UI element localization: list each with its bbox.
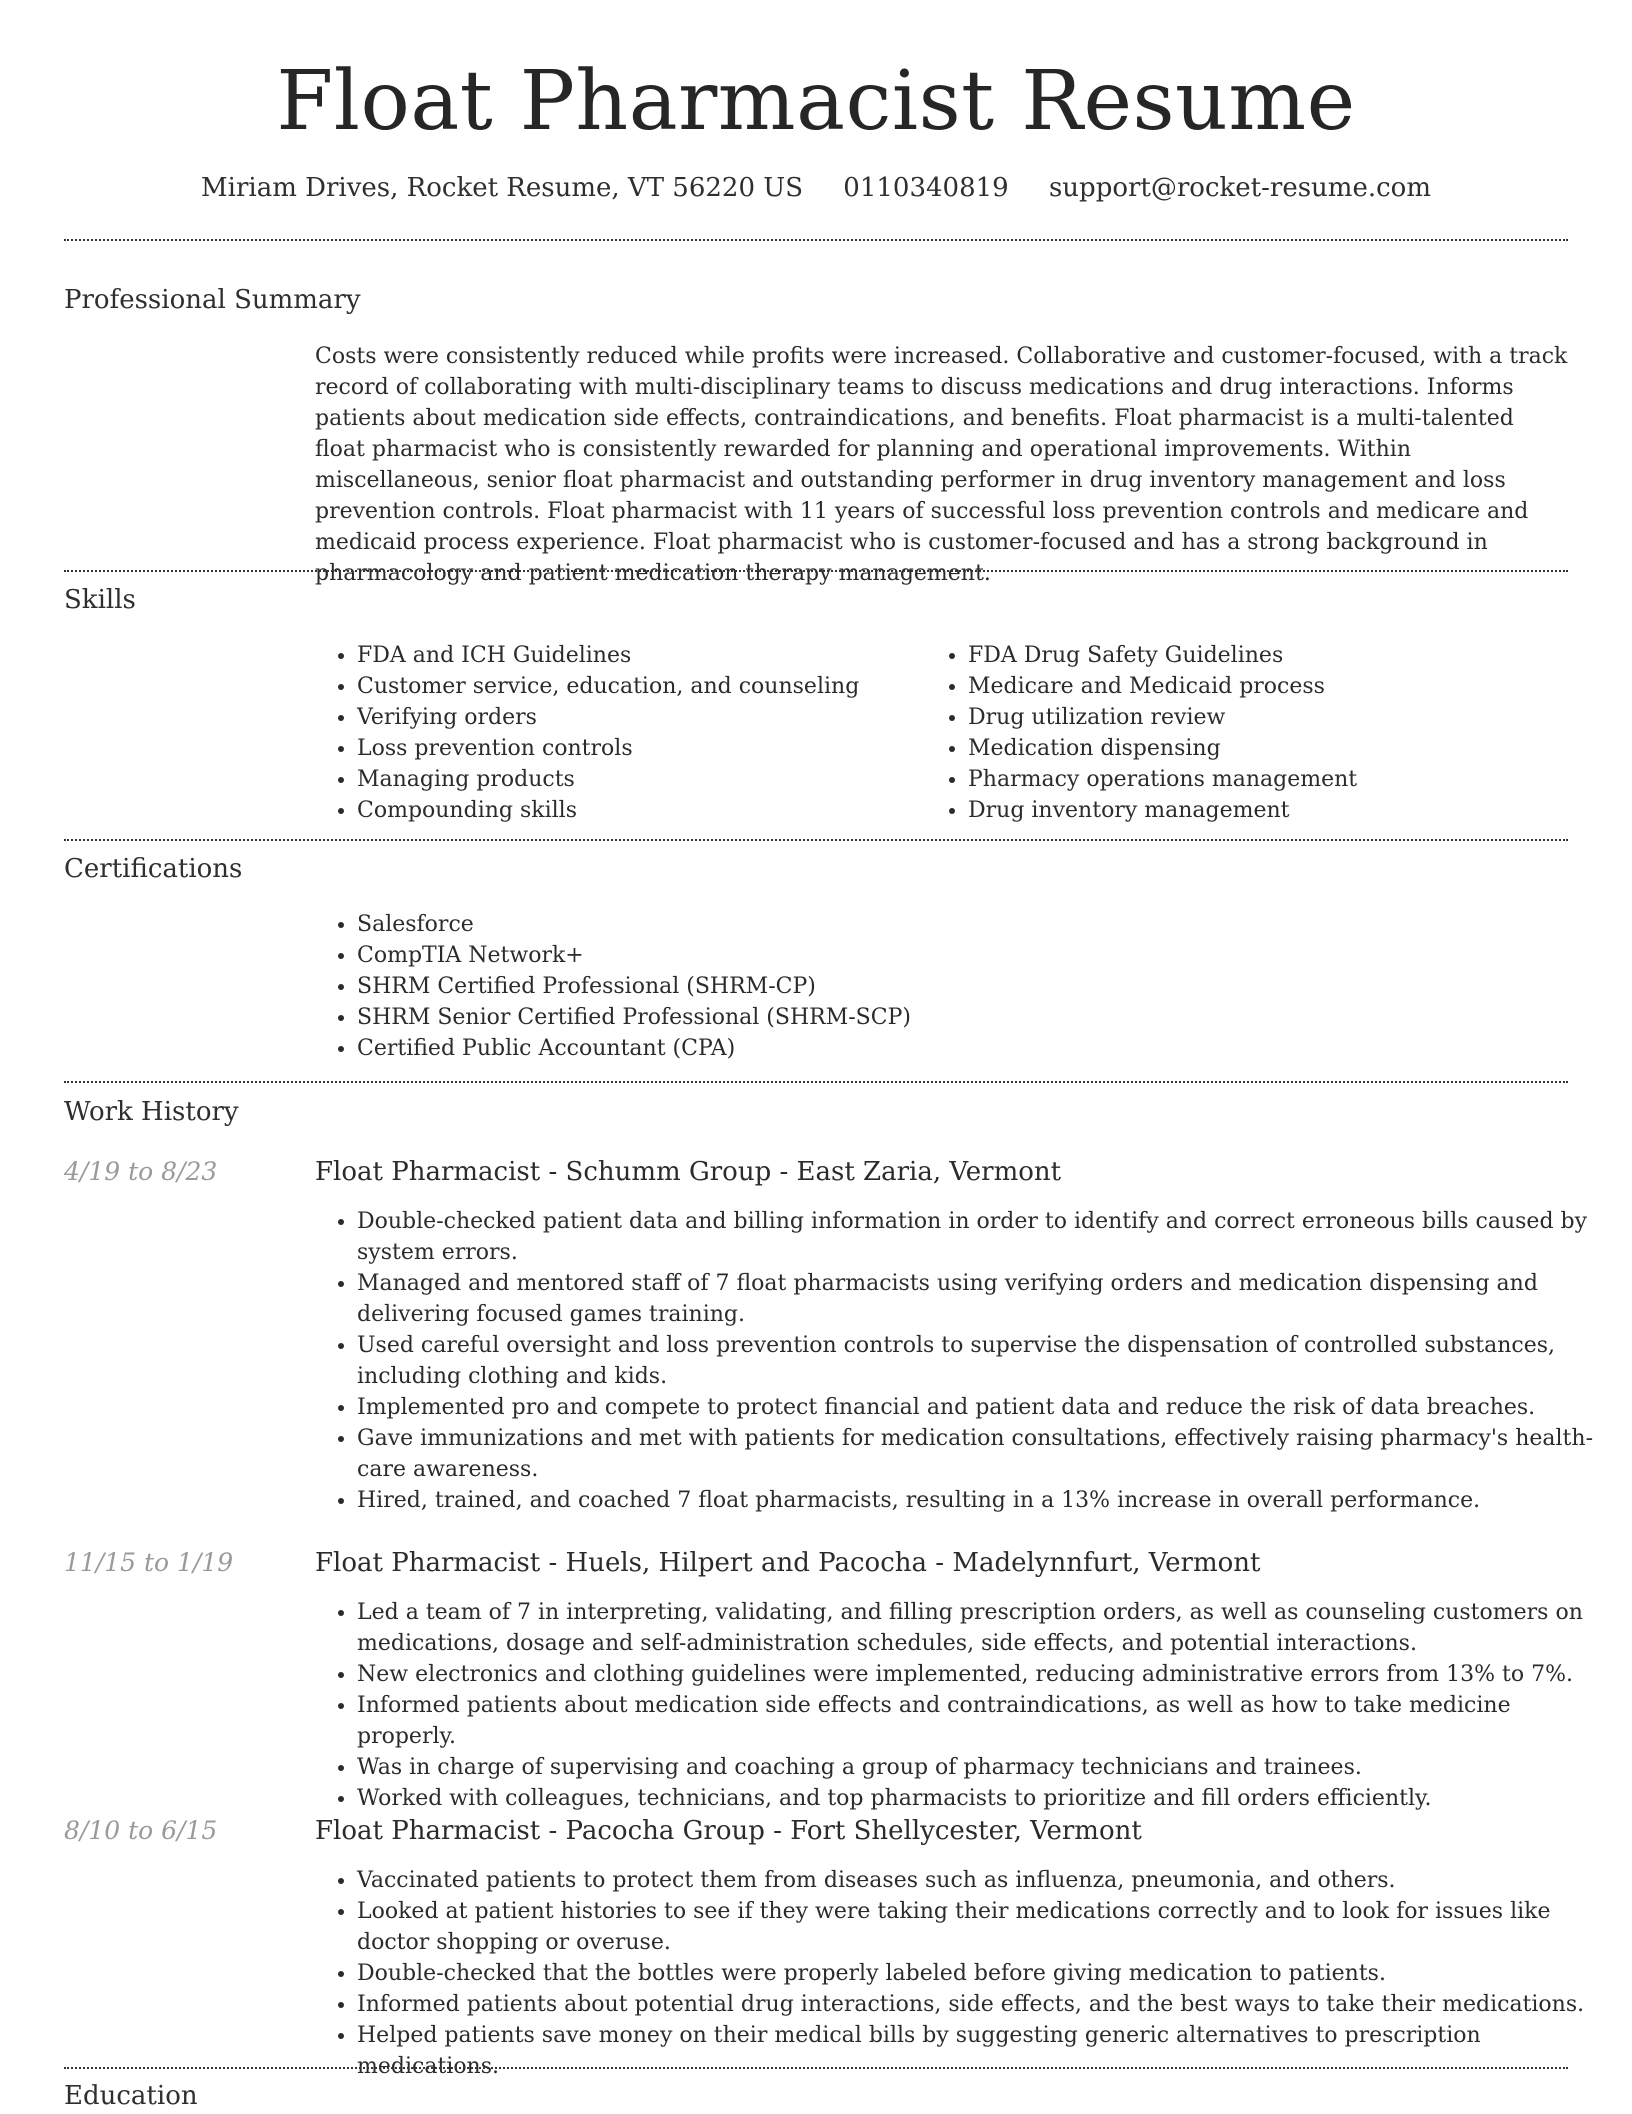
certifications-heading: Certifications (64, 854, 243, 884)
job-bullet: • Worked with colleagues, technicians, and top pharmacists to prioritize and fill orders efficiently. (357, 1783, 1612, 1814)
certification-item: • Certified Public Accountant (CPA) (357, 1033, 1557, 1064)
job-bullets (313, 1865, 1612, 2082)
job-bullets (313, 1206, 1612, 1516)
section-divider (64, 839, 1568, 841)
job-title: Float Pharmacist - Huels, Hilpert and Pacocha - Madelynnfurt, Vermont (315, 1548, 1261, 1578)
job-dates: 4/19 to 8/23 (64, 1157, 218, 1186)
job-bullet: • Hired, trained, and coached 7 float pharmacists, resulting in a 13% increase in overall performance. (357, 1485, 1612, 1516)
skills-list-right (924, 640, 1568, 826)
skill-item: • FDA and ICH Guidelines (357, 640, 917, 671)
certification-item: • CompTIA Network+ (357, 940, 1557, 971)
skill-item: • Drug inventory management (968, 795, 1568, 826)
education-heading: Education (64, 2081, 198, 2111)
contact-address: Miriam Drives, Rocket Resume, VT 56220 US (201, 173, 804, 203)
job-bullet: • Gave immunizations and met with patients for medication consultations, effectively raising pharmacy's health-care awareness. (357, 1423, 1612, 1485)
job-bullet: • Was in charge of supervising and coaching a group of pharmacy technicians and trainees. (357, 1752, 1612, 1783)
skill-item: • Loss prevention controls (357, 733, 917, 764)
certification-item: • Salesforce (357, 909, 1557, 940)
page-title: Float Pharmacist Resume (276, 54, 1356, 149)
job-bullet: • Managed and mentored staff of 7 float pharmacists using verifying orders and medication dispensing and delivering focused games training. (357, 1268, 1612, 1330)
job-bullet: • Led a team of 7 in interpreting, validating, and filling prescription orders, as well as counseling customers on medications, dosage and self-administration schedules, side effects, and potential interactions. (357, 1597, 1612, 1659)
section-divider (64, 570, 1568, 572)
skill-item: • Pharmacy operations management (968, 764, 1568, 795)
job-bullet: • Helped patients save money on their medical bills by suggesting generic alternatives to prescription medications. (357, 2020, 1612, 2082)
job-bullet: • Vaccinated patients to protect them from diseases such as influenza, pneumonia, and others. (357, 1865, 1612, 1896)
section-divider (64, 2067, 1568, 2069)
certification-item: • SHRM Senior Certified Professional (SHRM-SCP) (357, 1002, 1557, 1033)
job-bullet: • Looked at patient histories to see if they were taking their medications correctly and to look for issues like doctor shopping or overuse. (357, 1896, 1612, 1958)
summary-text: Costs were consistently reduced while profits were increased. Collaborative and customer-focused, with a track record of collaborating with multi-disciplinary teams to discuss medications and drug interactions. Informs patients about medication side effects, contraindications, and benefits. Float pharmacist is a multi-talented float pharmacist who is consistently rewarded for planning and operational improvements. Within miscellaneous, senior float pharmacist and outstanding performer in drug inventory management and loss prevention controls. Float pharmacist with 11 years of successful loss prevention controls and medicare and medicaid process experience. Float pharmacist who is customer-focused and has a strong background in pharmacology and patient medication therapy management. (315, 344, 1568, 586)
skill-item: • Medication dispensing (968, 733, 1568, 764)
certification-item: • SHRM Certified Professional (SHRM-CP) (357, 971, 1557, 1002)
contact-line (0, 168, 1632, 208)
skill-item: • Drug utilization review (968, 702, 1568, 733)
job-title: Float Pharmacist - Schumm Group - East Zaria, Vermont (315, 1157, 1062, 1187)
certifications-list (313, 909, 1557, 1064)
contact-email: support@rocket-resume.com (1048, 173, 1431, 203)
job-bullet: • Informed patients about potential drug interactions, side effects, and the best ways to take their medications. (357, 1989, 1612, 2020)
job-bullet: • Implemented pro and compete to protect financial and patient data and reduce the risk of data breaches. (357, 1392, 1612, 1423)
skill-item: • Customer service, education, and counseling (357, 671, 917, 702)
section-divider (64, 239, 1568, 241)
job-bullet: • Double-checked patient data and billing information in order to identify and correct erroneous bills caused by system errors. (357, 1206, 1612, 1268)
job-dates: 8/10 to 6/15 (64, 1816, 218, 1845)
contact-phone: 0110340819 (843, 173, 1009, 203)
skill-item: • Managing products (357, 764, 917, 795)
job-bullet: • Double-checked that the bottles were properly labeled before giving medication to patients. (357, 1958, 1612, 1989)
work-history-heading: Work History (64, 1097, 239, 1127)
job-title: Float Pharmacist - Pacocha Group - Fort Shellycester, Vermont (315, 1816, 1142, 1846)
skill-item: • Compounding skills (357, 795, 917, 826)
job-bullets (313, 1597, 1612, 1814)
skill-item: • Verifying orders (357, 702, 917, 733)
job-bullet: • Informed patients about medication side effects and contraindications, as well as how to take medicine properly. (357, 1690, 1612, 1752)
job-bullet: • Used careful oversight and loss prevention controls to supervise the dispensation of controlled substances, including clothing and kids. (357, 1330, 1612, 1392)
job-dates: 11/15 to 1/19 (64, 1548, 234, 1577)
skills-heading: Skills (64, 585, 136, 615)
skill-item: • Medicare and Medicaid process (968, 671, 1568, 702)
skills-list-left (313, 640, 917, 826)
section-divider (64, 1081, 1568, 1083)
summary-heading: Professional Summary (64, 285, 361, 315)
job-bullet: • New electronics and clothing guidelines were implemented, reducing administrative errors from 13% to 7%. (357, 1659, 1612, 1690)
skill-item: • FDA Drug Safety Guidelines (968, 640, 1568, 671)
